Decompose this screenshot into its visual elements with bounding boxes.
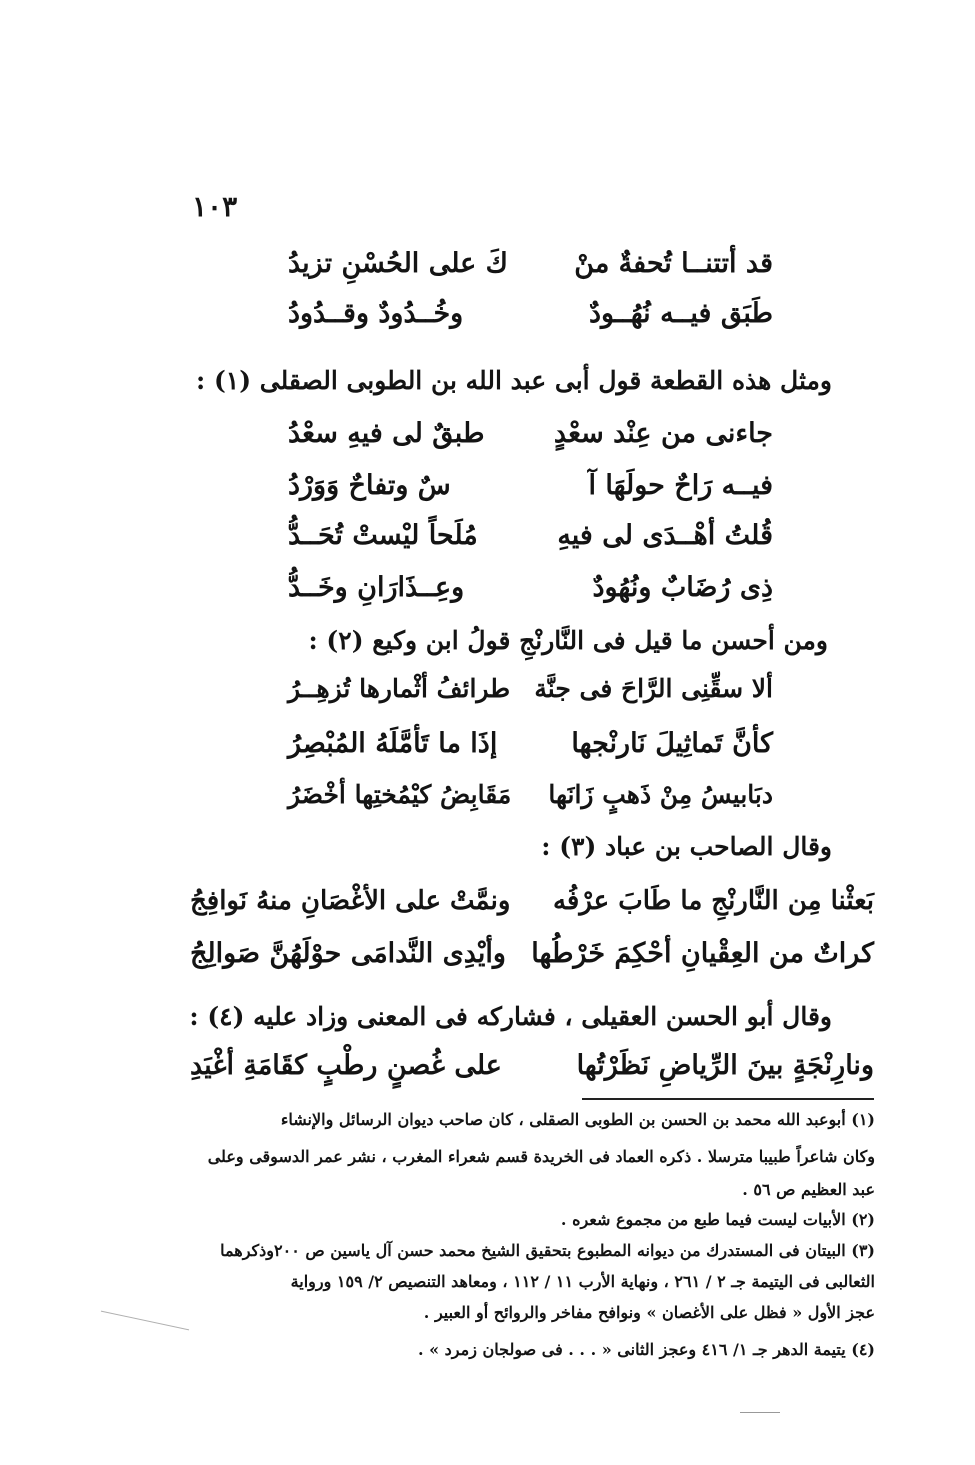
scan-mark: [101, 1311, 189, 1331]
verse-line: [288, 780, 773, 820]
intro-line: وقال أبو الحسن العقيلى ، فشاركه فى المعنى وزاد عليه (٤) :: [189, 1002, 832, 1031]
verse-hemistich-first: ذِى رُضَابٌ ونُهُودٌ: [592, 572, 773, 603]
verse-hemistich-first: دبَابيسُ مِنْ ذَهبٍ زَانَها: [548, 780, 773, 809]
verse-hemistich-second: وخُــدُودٌ وقــدُودُ: [288, 298, 464, 329]
verse-hemistich-second: مَقَابِضُ كيْمُختِها أخْضَرُ: [288, 780, 512, 809]
verse-hemistich-first: بَعثْنا مِن النَّارنْجِ ما طَابَ عرْفُه: [552, 886, 874, 916]
verse-hemistich-first: جاءنى من عِنْد سعْدٍ: [553, 418, 773, 449]
verse-line: [190, 886, 874, 926]
verse-hemistich-second: وعِــذَارَانِ وخَــدُّ: [288, 572, 465, 603]
page-number: ١٠٣: [192, 190, 238, 223]
scan-mark: [740, 1412, 780, 1413]
footnote-line: الثعالبى فى اليتيمة جـ ٢ / ٢٦١ ، ونهاية الأرب ١١ / ١١٢ ، ومعاهد التنصيص ٢/ ١٥٩ ورواية: [290, 1272, 875, 1291]
verse-hemistich-first: كراتٌ من العِقْيانِ أحْكِمَ خَرْطُها: [531, 938, 874, 969]
verse-hemistich-second: على غُصنٍ رطْبٍ كقَامَةِ أغْيَدِ: [190, 1050, 502, 1081]
verse-hemistich-second: كَ على الحُسْنِ تزيدُ: [288, 248, 508, 279]
verse-hemistich-second: ونمَّتْ على الأغْصَانِ منهُ نَوافِجُ: [190, 886, 511, 916]
verse-hemistich-first: قُلتُ أهْــدَى لى فيهِ: [557, 520, 773, 551]
verse-line: [288, 298, 773, 338]
verse-line: [190, 1050, 874, 1090]
verse-line: [288, 248, 773, 288]
verse-line: [288, 520, 773, 560]
verse-line: [288, 470, 773, 510]
verse-hemistich-second: وأيْدِى النَّدامَى حوْلَهُنَّ صَوالِجُ: [190, 938, 506, 969]
footnote-line: عجز الأول « فظل على الأغصان » ونوافح مفاخر والروائح أو العبير .: [423, 1303, 875, 1322]
verse-hemistich-second: طبقٌ لى فيهِ سعْدُ: [288, 418, 485, 449]
verse-hemistich-second: سٌ وتفاحٌ وَوَرْدُ: [288, 470, 451, 501]
verse-line: [288, 674, 773, 714]
intro-line: وقال الصاحب بن عباد (٣) :: [541, 832, 832, 861]
verse-hemistich-first: قد أتتنــا تُحفةٌ منْ: [574, 248, 773, 279]
verse-line: [288, 418, 773, 458]
verse-hemistich-first: ألا سقِّنِى الرَّاحَ فى جنَّة: [534, 674, 773, 703]
footnote-line: عبد العظيم ص ٥٦ .: [742, 1180, 875, 1199]
intro-line: ومن أحسن ما قيل فى النَّارنْجِ قولُ ابن وكيع (٢) :: [308, 626, 828, 655]
footnote-line: (٣) البيتان فى المستدرك من ديوانه المطبوع بتحقيق الشيخ محمد حسن آل ياسين ص ٢٠٠وذكرهما: [220, 1241, 875, 1260]
verse-hemistich-second: إذَا ما تَأمَّلَهُ المُبْصِرُ: [288, 728, 498, 759]
verse-line: [288, 572, 773, 612]
footnote-line: (٢) الأبيات ليست فيما طبع من مجموع شعره .: [560, 1210, 875, 1229]
footnote-line: (٤) يتيمة الدهر جـ ١/ ٤١٦ وعجز الثانى « . . . فى صولجان زمرد » .: [417, 1340, 875, 1359]
verse-line: [288, 728, 773, 768]
footnote-separator: [582, 1098, 874, 1100]
footnote-line: وكان شاعراً طبيبا مترسلا . ذكره العماد فى الخريدة قسم شعراء المغرب ، نشر عمر الدسوقى وعلى: [207, 1147, 875, 1166]
verse-hemistich-second: طرائفُ أثْمارها تُزهِــرُ: [288, 674, 511, 703]
verse-hemistich-first: كأنَّ تَماثِيلَ نَارنْجها: [571, 728, 773, 759]
intro-line: ومثل هذه القطعة قول أبى عبد الله بن الطوبى الصقلى (١) :: [196, 366, 832, 395]
verse-hemistich-first: ونارِنْجَةٍ بينَ الرِّياضِ نَظَرْتُها: [576, 1050, 874, 1081]
verse-hemistich-first: طَبَق فيــه نُهُــودٌ: [588, 298, 773, 329]
verse-line: [190, 938, 874, 978]
verse-hemistich-second: مُلَحاً ليْستْ تُحَــدُّ: [288, 520, 478, 551]
verse-hemistich-first: فيــه رَاحٌ حولَهَا آ: [588, 470, 773, 501]
footnote-line: (١) أبوعبد الله محمد بن الحسن بن الطوبى الصقلى ، كان صاحب ديوان الرسائل والإنشاء: [280, 1110, 875, 1129]
